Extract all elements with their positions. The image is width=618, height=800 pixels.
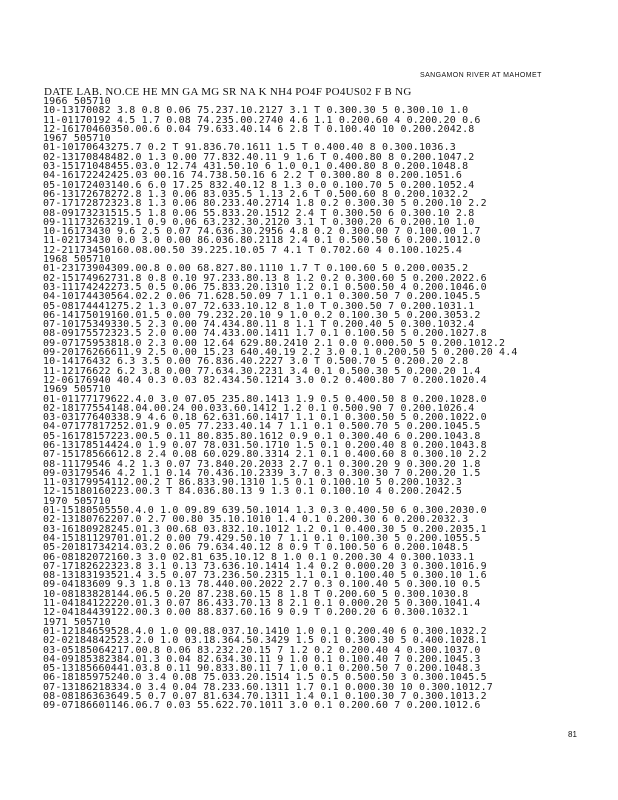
data-row: 10-08183828144.06.5 0.20 87.238.60.15 8 1.8 T 0.200.60 5 0.300.1030.8 — [43, 588, 469, 600]
year-station-line: 1971 505710 — [43, 616, 111, 628]
year-station-line: 1966 505710 — [43, 96, 111, 107]
data-row: 04-09185382384.01.3 0.04 82.634.30.11 9 1.0 0.1 0.100.40 7 0.200.1045.3 — [43, 653, 481, 665]
data-row: 05-16178157223.00.5 0.11 80.835.80.1612 0.9 0.1 0.300.40 6 0.200.1043.8 — [43, 430, 481, 442]
year-station-line: 1969 505710 — [43, 384, 111, 396]
data-row: 08-11179546 4.2 1.3 0.07 73.840.20.2033 2.7 0.1 0.300.20 9 0.300.20 1.8 — [43, 458, 481, 470]
data-row: 03-11174242273.5 0.5 0.06 75.833.20.1310 1.2 0.1 0.500.50 4 0.200.1046.0 — [43, 281, 487, 293]
data-row: 11-03179954112.00.2 T 86.833.90.1310 1.5 0.1 0.100.10 5 0.200.1032.3 — [43, 477, 463, 489]
year-station-line: 1968 505710 — [43, 254, 111, 266]
data-row: 05-10172403140.6 6.0 17.25 832.40.12 8 1.3 0.0 0.100.70 5 0.200.1052.4 — [43, 179, 475, 191]
data-row: 09-20176266611.9 2.5 0.00 15.23 640.40.19 2.2 3.0 0.1 0.200.50 5 0.200.20 4.4 — [43, 347, 518, 359]
data-row: 02-13180762207.0 2.7 00.80 35.10.1010 1.4 0.1 0.200.30 6 0.200.2032.3 — [43, 514, 469, 526]
data-row: 11-02173430 0.0 3.0 0.00 86.036.80.2118 2.4 0.1 0.500.50 6 0.200.1012.0 — [43, 235, 481, 247]
data-row: 06-13178514424.0 1.9 0.07 78.031.50.1710 1.5 0.1 0.200.40 8 0.200.1043.8 — [43, 439, 487, 451]
data-row: 05-13185660441.03.8 0.11 90.833.80.11 7 1.0 0.1 0.200.50 7 0.200.1048.3 — [43, 663, 481, 675]
data-row: 01-23173904309.00.8 0.00 68.827.80.1110 1.7 T 0.100.60 5 0.200.0035.2 — [43, 263, 469, 275]
data-table — [43, 97, 618, 711]
data-row: 10-14176432 6.3 3.5 0.00 76.836.40.2227 3.0 T 0.500.70 5 0.200.20 2.8 — [43, 356, 469, 368]
data-row: 08-09175572323.5 2.0 0.00 74.433.00.1411 1.7 0.1 0.100.50 5 0.200.1027.8 — [43, 328, 487, 340]
data-row: 12-21173450160.08.00.50 39.225.10.05 7 4.1 T 0.702.60 4 0.100.1025.4 — [43, 244, 463, 256]
data-row: 09-03179546 4.2 1.1 0.14 70.436.10.2339 3.7 0.3 0.300.30 7 0.200.20 1.5 — [43, 467, 481, 479]
column-header: DATE LAB. NO.CE HE MN GA MG SR NA K NH4 PO4F PO4US02 F B NG — [44, 86, 412, 98]
year-station-line: 1967 505710 — [43, 133, 111, 145]
year-station-line: 1970 505710 — [43, 495, 111, 507]
data-row: 09-07186601146.06.7 0.03 55.622.70.1011 3.0 0.1 0.200.60 7 0.200.1012.6 — [43, 700, 481, 712]
data-row: 07-17182622323.8 3.1 0.13 73.636.10.1414 1.4 0.2 0.000.20 3 0.300.1016.9 — [43, 560, 487, 572]
data-row: 06-14175019160.01.5 0.00 79.232.20.10 9 1.0 0.2 0.100.30 5 0.200.3053.2 — [43, 309, 481, 321]
data-row: 12-06176940 40.4 0.3 0.03 82.434.50.1214 3.0 0.2 0.400.80 7 0.200.1020.4 — [43, 374, 487, 386]
data-row: 05-08174441275.2 1.3 0.07 72.633.10.12 8 1.0 T 0.300.50 7 0.200.1031.1 — [43, 300, 475, 312]
data-row: 07-17172872323.8 1.3 0.06 80.233.40.2714 1.8 0.2 0.300.30 5 0.200.10 2.2 — [43, 198, 487, 210]
data-row: 03-03177640338.9 4.6 0.18 62.631.60.1417 1.1 0.1 0.300.50 5 0.200.1022.0 — [43, 412, 487, 424]
data-row: 10-16173430 9.6 2.5 0.07 74.636.30.2956 4.8 0.2 0.300.00 7 0.100.00 1.7 — [43, 226, 481, 238]
data-row: 08-09173231515.5 1.8 0.06 55.833.20.1512 2.4 T 0.300.50 6 0.300.10 2.8 — [43, 207, 475, 219]
page-number: 81 — [568, 730, 577, 739]
data-row: 01-01177179622.4.0 3.0 07.05 235.80.1413 1.9 0.5 0.400.50 8 0.200.1028.0 — [43, 393, 487, 405]
data-row: 04-10174430564.02.2 0.06 71.628.50.09 7 1.1 0.1 0.300.50 7 0.200.1045.5 — [43, 291, 481, 303]
data-row: 09-04183609 9.3 1.8 0.13 78.440.00.2022 2.7 0.3 0.100.40 5 0.300.10 0.5 — [43, 579, 481, 591]
data-row: 12-04184439122.00.3 0.00 88.837.60.16 9 0.9 T 0.200.20 6 0.300.1032.1 — [43, 607, 469, 619]
data-row: 04-16172242425.03 00.16 74.738.50.16 6 2.2 T 0.300.80 8 0.200.1051.6 — [43, 170, 463, 182]
station-title: SANGAMON RIVER AT MAHOMET — [420, 72, 542, 79]
data-row: 08-08186363649.5 0.7 0.07 81.634.70.1311 1.4 0.1 0.100.30 7 0.300.1013.2 — [43, 691, 487, 702]
data-row: 07-13186218334.0 3.4 0.04 78.233.60.1311 1.7 0.1 0.000.30 10 0.300.1012.7 — [43, 681, 493, 693]
data-row: 11-12176622 6.2 3.8 0.00 77.634.30.2231 3.4 0.1 0.500.30 5 0.200.20 1.4 — [43, 365, 481, 377]
data-row: 09-11173263219.1 0.9 0.06 63.232.30.2120 3.1 T 0.300.20 6 0.200.10 1.0 — [43, 216, 475, 228]
data-row: 11-01170192 4.5 1.7 0.08 74.235.00.2740 4.6 1.1 0.200.60 4 0.200.20 0.6 — [43, 114, 481, 126]
data-row: 02-02184842523.2.0 1.0 03.18.364.50.3429 1.5 0.1 0.300.30 5 0.400.1028.1 — [43, 635, 487, 647]
data-row: 04-15181129701.01.2 0.00 79.429.50.10 7 1.1 0.1 0.100.30 5 0.200.1055.5 — [43, 532, 481, 544]
data-row: 01-12184659528.4.0 1.0 00.88.037.10.1410 1.0 0.1 0.200.40 6 0.300.1032.2 — [43, 625, 487, 637]
data-row: 10-13170082 3.8 0.8 0.06 75.237.10.2127 3.1 T 0.300.30 5 0.300.10 1.0 — [43, 105, 469, 117]
data-row: 07-10175349330.5 2.3 0.00 74.434.80.11 8 1.1 T 0.200.40 5 0.300.1032.4 — [43, 319, 475, 331]
data-row: 11-04184122220.01.3 0.07 86.433.70.13 8 2.1 0.1 0.000.20 5 0.300.1041.4 — [43, 598, 481, 610]
data-row: 06-18185975240.0 3.4 0.08 75.033.20.1514 1.5 0.5 0.500.50 3 0.300.1045.5 — [43, 672, 487, 684]
data-row: 08-13183193521.4 3.5 0.07 73.236.50.2315 1.1 0.1 0.100.40 5 0.300.10 1.6 — [43, 570, 487, 582]
data-row: 12-15180160223.00.3 T 84.036.80.13 9 1.3 0.1 0.100.10 4 0.200.2042.5 — [43, 486, 463, 498]
data-row: 12-16170460350.00.6 0.04 79.633.40.14 6 2.8 T 0.100.40 10 0.200.2042.8 — [43, 123, 475, 135]
data-row: 09-07175953818.0 2.3 0.00 12.64 629.80.2410 2.1 0.0 0.000.50 5 0.200.1012.2 — [43, 337, 506, 349]
data-row: 06-13172678272.8 1.3 0.06 83.035.5 1.13 2.6 T 0.500.60 8 0.200.1032.2 — [43, 188, 469, 200]
data-row: 02-15174962731.8 0.8 0.10 97.233.80.13 8 1.2 0.2 0.300.60 5 0.200.2022.6 — [43, 272, 487, 284]
data-row: 07-15178566612.8 2.4 0.08 60.029.80.3314 2.1 0.1 0.400.60 8 0.300.10 2.2 — [43, 449, 487, 461]
data-row: 02-18177554148.04.00.24 00.033.60.1412 1.2 0.1 0.500.90 7 0.200.1026.4 — [43, 402, 475, 414]
data-row: 01-10170643275.7 0.2 T 91.836.70.1611 1.5 T 0.400.40 8 0.300.1036.3 — [43, 142, 456, 154]
data-row: 01-15180505550.4.0 1.0 09.89 639.50.1014 1.3 0.3 0.400.50 6 0.300.2030.0 — [43, 505, 487, 517]
data-row: 04-07177817252.01.9 0.05 77.233.40.14 7 1.1 0.1 0.500.70 5 0.200.1045.5 — [43, 421, 481, 433]
data-row: 03-15171048455.03.0 12.74 431.50.10 6 1.0 0.1 0.400.80 8 0.200.1048.8 — [43, 161, 469, 173]
data-row: 05-20181734214.03.2 0.06 79.634.40.12 8 0.9 T 0.100.50 6 0.200.1048.5 — [43, 542, 469, 554]
data-row: 03-16180928245.01.3 00.68 03.832.10.1012 1.2 0.1 0.400.30 5 0.200.2035.1 — [43, 523, 487, 535]
data-row: 06-08182072160.3 3.0 02.81 635.10.12 8 1.0 0.1 0.200.30 4 0.300.1033.1 — [43, 551, 475, 563]
data-row: 02-13170848482.0 1.3 0.00 77.832.40.11 9 1.6 T 0.400.80 8 0.200.1047.2 — [43, 151, 475, 163]
data-row: 03-05185064217.00.8 0.06 83.232.20.15 7 1.2 0.2 0.200.40 4 0.300.1037.0 — [43, 644, 481, 656]
